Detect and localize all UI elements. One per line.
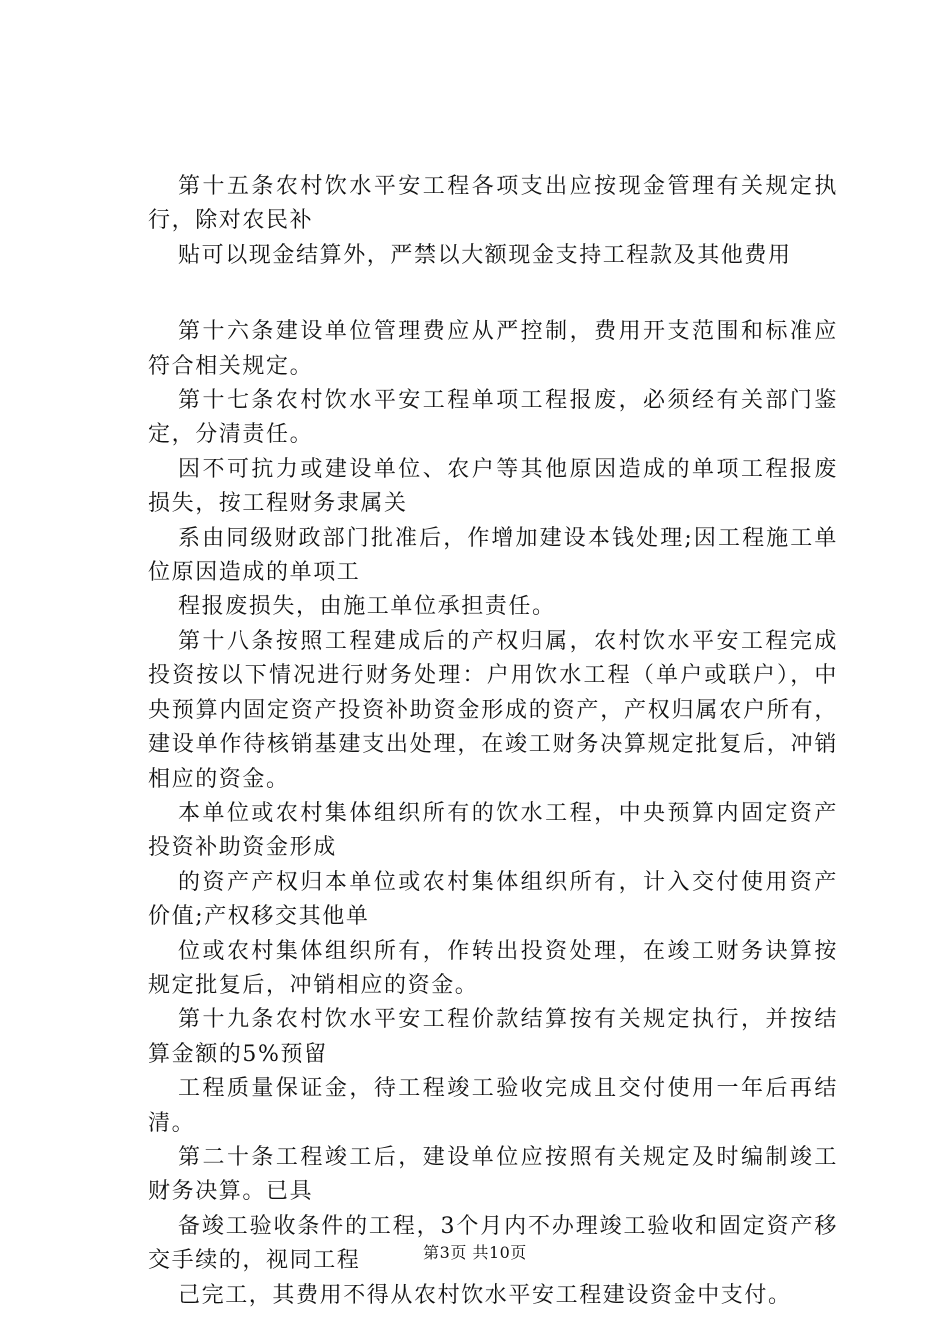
paragraph-article-20: 第二十条工程竣工后，建设单位应按照有关规定及时编制竣工财务决算。已具 — [148, 1144, 838, 1205]
paragraph-article-20-completion: 己完工，其费用不得从农村饮水平安工程建设资金中支付。 — [178, 1282, 792, 1308]
paragraph-article-18-transfer: 位或农村集体组织所有，作转出投资处理，在竣工财务诀算按规定批复后，冲销相应的资金。 — [148, 938, 838, 998]
paragraph-article-17-force-majeure: 因不可抗力或建设单位、农户等其他原因造成的单项工程报废损失，按工程财务隶属关 — [148, 456, 838, 517]
paragraph-article-20-acceptance: 备竣工验收条件的工程，3个月内不办理竣工验收和固定资产移交手续的，视同工程 — [148, 1213, 838, 1274]
paragraph-article-18-assets: 的资产产权归本单位或农村集体组织所有，计入交付使用资产价值;产权移交其他单 — [148, 869, 838, 930]
paragraph-article-15-cont: 贴可以现金结算外，严禁以大额现金支持工程款及其他费用 — [178, 242, 792, 268]
page-number-footer: 第3页 共10页 — [423, 1243, 527, 1262]
paragraph-article-17-contractor: 程报废损失，由施工单位承担责任。 — [178, 594, 556, 620]
paragraph-article-15: 第十五条农村饮水平安工程各项支出应按现金管理有关规定执行，除对农民补 — [148, 174, 838, 234]
paragraph-article-18-collective: 本单位或农村集体组织所有的饮水工程，中央预算内固定资产投资补助资金形成 — [148, 800, 838, 861]
paragraph-article-17-finance: 系由同级财政部门批准后，作增加建设本钱处理;因工程施工单位原因造成的单项工 — [148, 525, 838, 586]
paragraph-article-18: 第十八条按照工程建成后的产权归属，农村饮水平安工程完成投资按以下情况进行财务处理：户用饮水工程（单户或联户），中央预算内固定资产投资补助资金形成的资产，产权归属农户所有，建设单作待核销基建支出处理，在竣工财务决算规定批复后，冲销相应的资金。 — [148, 628, 838, 792]
paragraph-article-17: 第十七条农村饮水平安工程单项工程报废，必须经有关部门鉴定，分清责任。 — [148, 388, 838, 448]
paragraph-article-19: 第十九条农村饮水平安工程价款结算按有关规定执行，并按结算金额的5%预留 — [148, 1007, 838, 1067]
document-body — [148, 170, 838, 1313]
paragraph-article-19-guarantee: 工程质量保证金，待工程竣工验收完成且交付使用一年后再结清。 — [148, 1076, 838, 1136]
paragraph-article-16: 第十六条建设单位管理费应从严控制，费用开支范围和标准应符合相关规定。 — [148, 319, 838, 379]
